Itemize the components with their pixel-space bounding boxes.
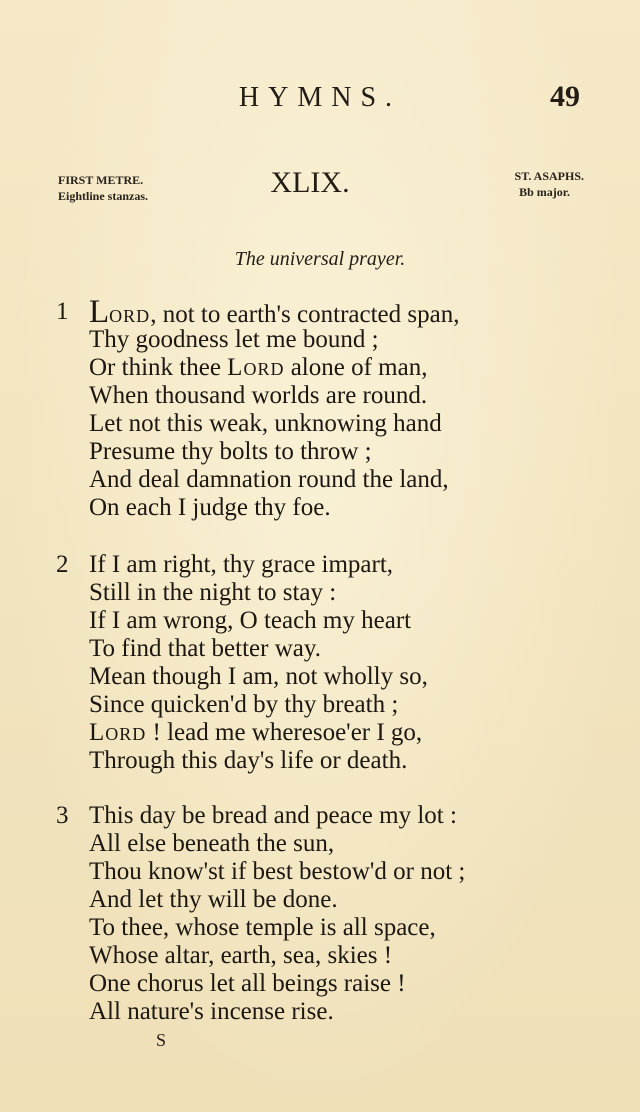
verse-line [89,970,576,998]
metre-label: FIRST METRE. [58,173,144,187]
verse-line [89,663,576,691]
verse-line [89,551,576,579]
page-number: 49 [550,80,580,113]
line-text: Whose altar, earth, sea, skies ! [89,942,393,969]
signature-mark: S [156,1030,167,1050]
verse-lines [89,294,576,522]
line-text: All nature's incense rise. [89,998,334,1025]
stanza-form-label: Eightline stanzas. [58,189,149,203]
small-caps-word: Lord [89,719,147,746]
line-text: ! lead me wheresoe'er I go, [146,719,423,746]
verse-number: 3 [56,802,69,829]
verse-line [89,607,576,635]
line-text: When thousand worlds are round. [89,382,428,409]
line-text: alone of man, [284,354,428,381]
line-text: Presume thy bolts to throw ; [89,438,372,465]
verse-2 [56,551,576,775]
verse-line [89,914,576,942]
verse-1 [56,294,576,522]
verse-line [89,747,576,775]
verse-line [89,494,576,522]
line-text: All else beneath the sun, [89,830,335,857]
verse-lines [89,802,576,1026]
verse-line [89,635,576,663]
line-text: If I am wrong, O teach my heart [89,607,412,634]
tune-info [515,168,584,200]
verse-line [89,886,576,914]
verse-line [89,719,576,747]
line-text: If I am right, thy grace impart, [89,551,394,578]
verse-line [89,354,576,382]
verse-number: 1 [56,298,69,325]
line-text: And let thy will be done. [89,886,338,913]
line-text: Since quicken'd by thy breath ; [89,691,399,718]
verse-3 [56,802,576,1026]
line-text: Or think thee [89,354,228,381]
verse-line [89,942,576,970]
line-text: And deal damnation round the land, [89,466,449,493]
verse-lines [89,551,576,775]
line-text: To find that better way. [89,635,321,662]
hymn-number: XLIX. [270,166,350,199]
line-text: Through this day's life or death. [89,747,408,774]
verse-line [89,294,576,330]
line-text-opening: Lord, not to earth's contracted span, [89,294,460,330]
running-head: HYMNS. [238,82,402,113]
line-text: To thee, whose temple is all space, [89,914,436,941]
verse-number: 2 [56,551,69,578]
line-text: Thy goodness let me bound ; [89,326,379,353]
small-caps-word: Lord [227,354,285,381]
line-text: One chorus let all beings raise ! [89,970,406,997]
verse-line [89,830,576,858]
line-text: Thou know'st if best bestow'd or not ; [89,858,466,885]
verse-line [89,691,576,719]
line-text: Let not this weak, unknowing hand [89,410,442,437]
verse-line [89,326,576,354]
verse-line [89,998,576,1026]
verse-line [89,382,576,410]
verse-line [89,466,576,494]
hymn-subtitle: The universal prayer. [234,248,406,270]
verse-line [89,579,576,607]
line-text: Still in the night to stay : [89,579,337,606]
small-caps-word: ord [109,301,151,328]
verse-line [89,438,576,466]
tune-label: ST. ASAPHS. [514,169,584,183]
verse-line [89,802,576,830]
line-text: Mean though I am, not wholly so, [89,663,428,690]
verse-line [89,410,576,438]
line-text: On each I judge thy foe. [89,494,331,521]
initial-letter: L [89,294,110,330]
verse-line [89,858,576,886]
key-label: Bb major. [519,185,570,199]
line-text: This day be bread and peace my lot : [89,802,457,829]
